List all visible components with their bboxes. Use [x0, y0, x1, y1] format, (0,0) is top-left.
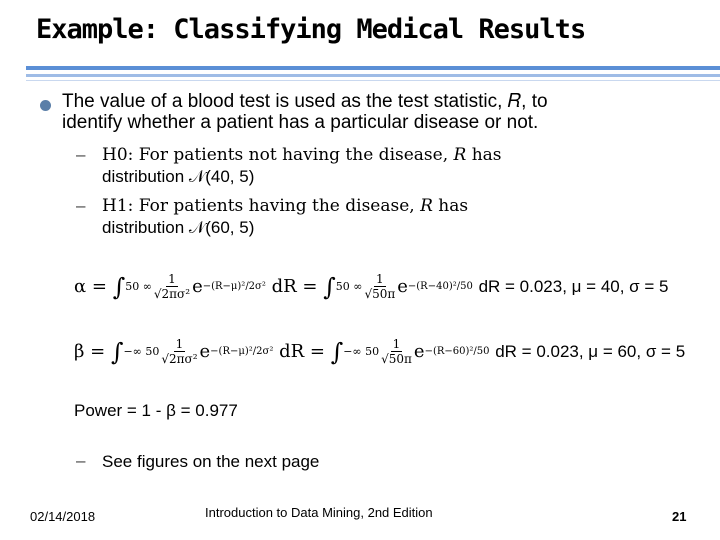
- see-figures-item: See figures on the next page: [102, 452, 320, 471]
- footer-date: 02/14/2018: [30, 509, 96, 524]
- beta-fraction-2-num: 1: [392, 337, 401, 351]
- title-divider-secondary: [26, 74, 720, 77]
- beta-lhs: β =: [74, 341, 106, 362]
- beta-fraction-1: [161, 337, 197, 366]
- alpha-fraction-1-num: 1: [168, 272, 176, 286]
- h0-item: [102, 144, 502, 188]
- alpha-dr-1: dR =: [271, 276, 318, 297]
- h0-line2: distribution 𝒩(40, 5): [102, 167, 255, 186]
- beta-formula: β = ∫ −∞ 50 $\frac{1}{\text{√2πσ²}}$ e −(R−μ)²/2σ² dR = ∫ −∞ 50 $\frac{1}{√50\pi}$ e −(R−60)²/50 dR = 0.023, μ = 60, σ = 5: [74, 337, 686, 366]
- title-divider-tertiary: [26, 80, 720, 81]
- h0-dash-icon: –: [76, 145, 86, 164]
- slide-title: Example: Classifying Medical Results: [36, 14, 586, 45]
- page-number: 21: [672, 509, 687, 524]
- alpha-formula: α = ∫ 50 ∞ $\frac{1}{\text{√2πσ²}}$ e −(R−μ)²/2σ² dR = ∫ 50 ∞ $\frac{1}{√50\pi}$ e −(R−40)²/50 dR = 0.023, μ = 40, σ = 5: [74, 272, 669, 301]
- power-line: Power = 1 - β = 0.977: [74, 401, 238, 420]
- alpha-fraction-1: [154, 272, 190, 301]
- beta-limits-1: −∞ 50: [123, 345, 160, 358]
- main-bullet: [62, 91, 548, 133]
- beta-dr-1: dR =: [279, 341, 325, 362]
- title-divider: [26, 66, 720, 70]
- beta-fraction-1-den: √2πσ²: [161, 352, 198, 366]
- alpha-integral-2: ∫: [323, 272, 336, 301]
- bullet-icon: [40, 100, 51, 111]
- alpha-fraction-2-num: 1: [376, 272, 384, 286]
- h0-line1: H0: For patients not having the disease, 𝑅 has: [102, 145, 502, 165]
- alpha-lhs: α =: [74, 276, 107, 297]
- beta-integral-1: ∫: [110, 337, 124, 366]
- see-figures-dash-icon: –: [76, 451, 86, 470]
- footer-book-title: Introduction to Data Mining, 2nd Edition: [205, 505, 433, 520]
- h1-line2: distribution 𝒩(60, 5): [102, 218, 255, 237]
- beta-exponent-1: −(R−μ)²/2σ²: [210, 346, 274, 357]
- beta-exponent-2: −(R−60)²/50: [424, 346, 490, 357]
- beta-limits-2: −∞ 50: [343, 345, 380, 358]
- alpha-limits-1: 50 ∞: [125, 280, 152, 293]
- alpha-exponent-1: −(R−μ)²/2σ²: [202, 281, 266, 292]
- alpha-integral-1: ∫: [112, 272, 126, 301]
- alpha-exponent-2: −(R−40)²/50: [407, 281, 473, 292]
- h1-item: [102, 195, 468, 239]
- beta-result: dR = 0.023, μ = 60, σ = 5: [495, 341, 686, 361]
- beta-fraction-2: [381, 337, 412, 366]
- alpha-result: dR = 0.023, μ = 40, σ = 5: [478, 276, 669, 296]
- h1-line1: H1: For patients having the disease, 𝑅 has: [102, 196, 469, 216]
- beta-fraction-2-den: √50π: [381, 352, 412, 366]
- main-bullet-line1: The value of a blood test is used as the test statistic, 𝑅, to: [62, 91, 548, 112]
- h1-dash-icon: –: [76, 196, 86, 215]
- main-bullet-line2: identify whether a patient has a particular disease or not.: [62, 112, 539, 133]
- alpha-fraction-2-den: √50π: [364, 287, 396, 301]
- alpha-limits-2: 50 ∞: [335, 280, 363, 293]
- alpha-fraction-1-den: √2πσ²: [153, 287, 191, 301]
- beta-fraction-1-num: 1: [175, 337, 184, 351]
- alpha-fraction-2: [364, 272, 395, 301]
- beta-integral-2: ∫: [330, 337, 344, 366]
